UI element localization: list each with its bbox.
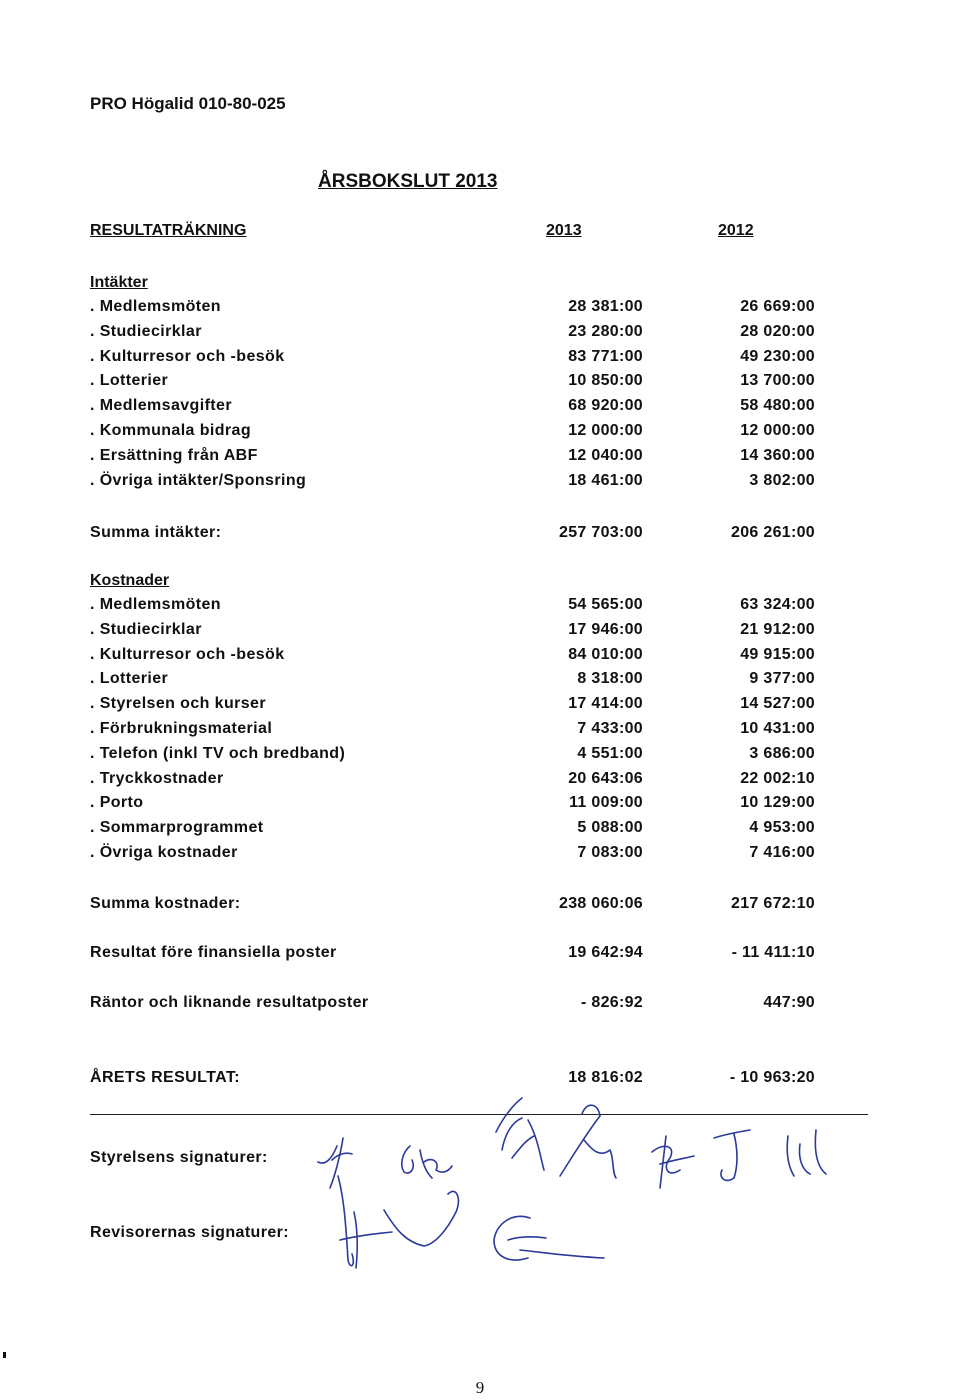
value-2012: 13 700:00: [740, 372, 815, 390]
value-2012: 7 416:00: [749, 844, 815, 861]
value-2013: 10 850:00: [568, 372, 643, 390]
row-label: . Styrelsen och kurser: [90, 695, 266, 713]
value-2012: 28 020:00: [740, 322, 815, 340]
row-label: . Övriga intäkter/Sponsring: [90, 471, 307, 489]
value-2013: 7 083:00: [577, 844, 643, 861]
board-signature-4: [560, 1105, 616, 1178]
value-2013: 17 414:00: [568, 695, 643, 713]
year-result-2013: 18 816:02: [568, 1069, 643, 1086]
value-2013: 28 381:00: [568, 298, 643, 315]
value-2013: 5 088:00: [577, 819, 643, 837]
board-signature-1: [318, 1138, 352, 1188]
value-2012: 9 377:00: [749, 670, 815, 688]
value-2013: 18 461:00: [568, 471, 643, 489]
row-label: . Medlemsavgifter: [90, 397, 232, 415]
document-title: ÅRSBOKSLUT 2013: [318, 171, 498, 192]
value-2013: 4 551:00: [577, 744, 643, 762]
organization-header: PRO Högalid 010-80-025: [90, 94, 286, 113]
income-total-label: Summa intäkter:: [90, 524, 222, 541]
value-2012: 14 527:00: [740, 695, 815, 713]
value-2013: 12 000:00: [568, 422, 643, 439]
income-statement-heading: RESULTATRÄKNING: [90, 222, 247, 239]
pre-financial-label: Resultat före finansiella poster: [90, 944, 337, 961]
value-2013: 54 565:00: [568, 596, 643, 613]
year-result-2012: - 10 963:20: [729, 1069, 815, 1086]
cost-total-label: Summa kostnader:: [90, 895, 241, 912]
auditor-signatures-label: Revisorernas signaturer:: [90, 1224, 290, 1241]
value-2012: 58 480:00: [740, 397, 815, 415]
value-2013: 68 920:00: [568, 397, 643, 415]
row-label: . Porto: [90, 794, 144, 812]
value-2013: 84 010:00: [568, 645, 643, 663]
row-label: . Medlemsmöten: [90, 298, 221, 315]
value-2013: 8 318:00: [577, 670, 643, 688]
row-label: . Lotterier: [90, 670, 169, 688]
column-header-2012: 2012: [718, 222, 754, 239]
board-signature-7: [787, 1130, 826, 1176]
row-label: . Telefon (inkl TV och bredband): [90, 744, 346, 762]
row-label: . Förbrukningsmaterial: [90, 720, 273, 737]
row-label: . Ersättning från ABF: [90, 446, 258, 464]
value-2012: 10 129:00: [740, 794, 815, 812]
auditor-signature-1: [338, 1176, 458, 1268]
row-label: . Tryckkostnader: [90, 769, 224, 787]
income-heading: Intäkter: [90, 274, 148, 291]
row-label: . Sommarprogrammet: [90, 819, 264, 837]
income-total-2013: 257 703:00: [559, 524, 643, 541]
interest-2013: - 826:92: [581, 994, 643, 1011]
cost-total-2013: 238 060:06: [559, 895, 643, 912]
value-2012: 4 953:00: [749, 819, 815, 837]
value-2013: 12 040:00: [568, 446, 643, 464]
value-2012: 10 431:00: [740, 720, 815, 737]
board-signature-3: [496, 1098, 544, 1170]
row-label: . Medlemsmöten: [90, 596, 221, 613]
board-signature-6: [714, 1130, 750, 1180]
row-label: . Övriga kostnader: [90, 844, 238, 861]
row-label: . Lotterier: [90, 372, 169, 390]
value-2012: 49 915:00: [740, 645, 815, 663]
income-total-2012: 206 261:00: [731, 524, 815, 541]
auditor-signature-2: [494, 1216, 604, 1260]
row-label: . Kommunala bidrag: [90, 422, 251, 439]
board-signature-2: [402, 1146, 452, 1178]
interest-2012: 447:90: [763, 994, 815, 1011]
margin-mark: [3, 1352, 6, 1358]
value-2013: 83 771:00: [568, 347, 643, 365]
value-2012: 12 000:00: [740, 422, 815, 439]
value-2013: 23 280:00: [568, 322, 643, 340]
value-2012: 3 802:00: [749, 471, 815, 489]
column-header-2013: 2013: [546, 222, 582, 239]
value-2013: 20 643:06: [568, 769, 643, 787]
cost-total-2012: 217 672:10: [731, 895, 815, 912]
value-2012: 63 324:00: [740, 596, 815, 613]
value-2013: 7 433:00: [577, 720, 643, 737]
year-result-label: ÅRETS RESULTAT:: [90, 1069, 240, 1086]
value-2012: 14 360:00: [740, 446, 815, 464]
value-2012: 22 002:10: [740, 769, 815, 787]
interest-label: Räntor och liknande resultatposter: [90, 994, 369, 1011]
cost-heading: Kostnader: [90, 572, 170, 589]
handwritten-signatures: [0, 1080, 960, 1300]
row-label: . Kulturresor och -besök: [90, 347, 285, 365]
value-2013: 17 946:00: [568, 620, 643, 638]
board-signature-5: [652, 1136, 694, 1188]
value-2012: 3 686:00: [749, 744, 815, 762]
pre-financial-2013: 19 642:94: [568, 944, 643, 961]
row-label: . Kulturresor och -besök: [90, 645, 285, 663]
pre-financial-2012: - 11 411:10: [731, 944, 815, 961]
value-2012: 21 912:00: [740, 620, 815, 638]
value-2012: 26 669:00: [740, 298, 815, 315]
page-number: 9: [475, 1378, 485, 1397]
value-2013: 11 009:00: [569, 794, 643, 812]
row-label: . Studiecirklar: [90, 620, 202, 638]
value-2012: 49 230:00: [740, 347, 815, 365]
board-signatures-label: Styrelsens signaturer:: [90, 1149, 268, 1166]
row-label: . Studiecirklar: [90, 322, 202, 340]
